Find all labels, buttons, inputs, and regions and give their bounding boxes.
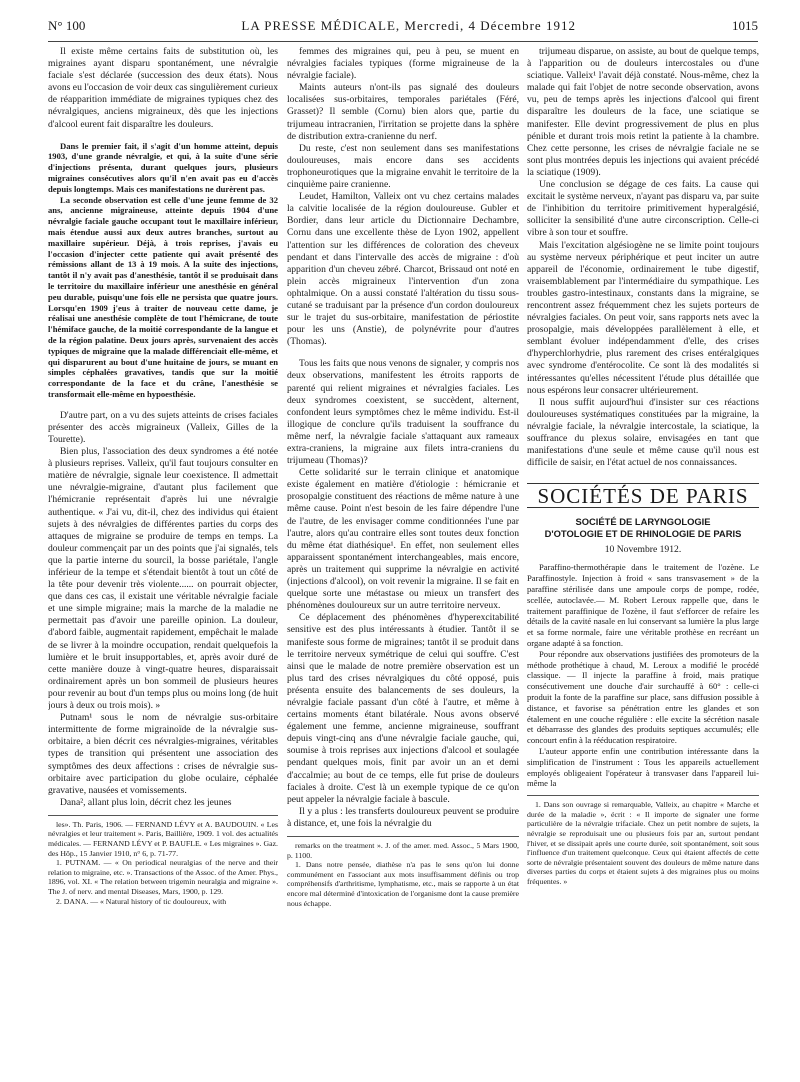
report-paragraph: Paraffino-thermothérapie dans le traitement de l'ozène. Le Paraffinostyle. Injection à froid « sans transvasement » de la paraffine stérilisée dans une ampoule corps de pompe, rodée, scellée, autoclavée.— M. Robert Leroux rappelle que, dans le traitement paraffinique de l'ozène, il faut s'efforcer de refaire les détails de la cavité nasale en lui conservant sa lumière la plus large et sa forme normale, faire une véritable prothèse en recréant un organe adapté à sa fonction. — [527, 562, 759, 649]
paragraph: D'autre part, on a vu des sujets atteints de crises faciales présenter des accès migraineux (Valleix, Gilles de la Tourette). — [48, 409, 278, 445]
paragraph: Ce déplacement des phénomènes d'hyperexcitabilité sensitive est des plus intéressants à étudier. Tantôt il se manifeste sous forme de migraines; tantôt il se produit dans le territoire nerveux symétrique de celui qui souffre. C'est ainsi que le malade de notre première observation est un plus tard des crises névralgiques du côté opposé, puis présenta ensuite des balancements de ses douleurs, la névralgie faciale passant d'un côté à l'autre, et même à certains moments étant bilatérale. Nous avons observé également une femme, ancienne migraineuse, souffrant depuis vingt-cinq ans d'une névralgie faciale gauche, qui, soumise à trois reprises aux injections d'alcool et soulagée pendant quelques mois, finit par avoir un an et demi d'accalmie; au bout de ce temps, elle fut prise de douleurs faciales à droite. C'est là un exemple typique de ce qu'on peut appeler la névralgie faciale à bascule. — [287, 612, 519, 805]
footnote-divider — [287, 836, 519, 837]
paragraph: trijumeau disparue, on assiste, au bout de quelque temps, à l'apparition ou de douleurs intercostales ou d'une sciatique. Valleix¹ l'avait déjà constaté. Nous-même, chez la malade qui fait l'objet de notre seconde observation, avons vu, peu de temps après les injections d'alcool qui firent disparaître les douleurs de la face, une sciatique se manifester. Elle devint progressivement de plus en plus pénible et durant trois mois retint la patiente à la chambre. Chez cette personne, les crises de névralgie faciale ne se sont plus montrées depuis les injections qui avaient précédé la sciatique (1909). — [527, 46, 759, 178]
paragraph: femmes des migraines qui, peu à peu, se muent en névralgies faciales typiques (forme migraineuse de la névralgie faciale). — [287, 46, 519, 82]
column-3 — [527, 46, 759, 1066]
section-title: SOCIÉTÉS DE PARIS — [527, 483, 759, 508]
paragraph: Dana², allant plus loin, décrit chez les jeunes — [60, 796, 232, 808]
footnote: 1. Dans son ouvrage si remarquable, Valleix, au chapitre « Marche et durée de la maladie », écrit : « Il importe de signaler une forme particulière de la névralgie trifaciale. Chez un petit nombre de sujets, la névralgie se reproduisait une ou plusieurs fois par an, surtout pendant l'hiver, et se dissipait après une courte durée, soit spontanément, soit sous l'influence d'un traitement quelconque. Ceux qui étaient affectés de cette sorte de névralgie présentaient souvent des douleurs de même nature dans diverses parties du corps et étaient sujets à des migraines plus ou moins fréquentes. » — [527, 800, 759, 886]
paragraph: Tous les faits que nous venons de signaler, y compris nos deux observations, manifestent les étroits rapports de parenté qui relient migraines et névralgies faciales. Les deux syndromes coexistent, se succèdent, alternent, confondent leurs symptômes chez le même individu. Est-il illogique de conclure qu'ils traduisent la souffrance du même nerf, la névralgie faciale s'attaquant aux rameaux extra-craniens, la migraine aux filets intra-craniens du trijumeau (Thomas)? — [287, 358, 519, 467]
paragraph: Bien plus, l'association des deux syndromes a été notée à plusieurs reprises. Valleix, qu'il faut toujours consulter en matière de névralgie, signale leur coexistence. Il admettait une névralgie-migraine, d'autant plus facilement que l'hémicranie représentait d'après lui une névralgie authentique. « J'ai vu, dit-il, chez des individus qui étaient sujets à des névralgies de différentes parties du corps des attaques de migraine se produire de temps en temps. La douleur commençait par un des points que j'ai signalés, tels que la partie interne du sourcil, la bosse pariétale, l'angle inférieur de la tempe et s'étendait bientôt à tout un côté de la tête pour devenir très violente...... on pourrait objecter, que dans ces cas, il existait une véritable névralgie faciale et une simple migraine; mais la marche de la maladie ne permettait pas d'avoir une pareille opinion. La douleur, d'abord faible, augmentait rapidement, empêchait le malade de se livrer à la moindre occupation, rendait quelquefois la lumière et le bruit insupportables, et, après avoir duré de cette manière douze à vingt-quatre heures, disparaissait ordinairement après un bon sommeil de plusieurs heures pour revenir au bout d'un temps plus ou moins long (de huit jours à deux ou trois mois). » — [48, 446, 278, 712]
paragraph: Maints auteurs n'ont-ils pas signalé des douleurs localisées sus-orbitaires, temporales pariétales (Féré, Grasset)? Il semble (Cornu) bien alors que, partie du trijumeau intracranien, l'irritation se projette dans la sphère de distribution extra-cranienne du nerf. — [287, 82, 519, 142]
paragraph: Du reste, c'est non seulement dans ses manifestations douloureuses, mais encore dans ses accidents trophoneurotiques que la migraine envahit le territoire de la cinquième paire cranienne. — [287, 142, 519, 191]
journal-title: LA PRESSE MÉDICALE, Mercredi, 4 Décembre 1912 — [241, 18, 576, 33]
footnote: 1. PUTNAM. — « On periodical neuralgias of the nerve and their relation to migraine, etc. ». Transactions of the Assoc. of the Amer. Phys., 1896, vol. XI. « The relation between trigemin neuralgia and migraine ». The J. of nerv. and mental Diseases, Mars, 1900, p. 129. — [48, 858, 278, 897]
column-2 — [287, 46, 519, 1066]
column-1 — [48, 46, 278, 1066]
observation-paragraph: La seconde observation est celle d'une jeune femme de 32 ans, ancienne migraineuse, atteinte depuis 1904 d'une névralgie faciale gauche occupant tout le maxillaire inférieur, mais étendue aussi aux deux autres branches, surtout au maxillaire supérieur. Déjà, à trois reprises, j'avais eu l'occasion d'injecter cette patiente qui avait présenté des rémissions allant de 13 à 19 mois. A la suite des injections, tantôt il n'y avait pas d'anesthésie, tantôt il se produisait dans le territoire du maxillaire inférieur une anesthésie en général peu durable, puisqu'une fois elle ne persista que quatre jours. Lorsqu'en 1909 j'eus à traiter de nouveau cette dame, je réalisai une anesthésie complète de tout l'hémicrane, de toute l'hémiface gauche, de la moitié correspondante de la langue et de la région palatine. Deux jours après, survenaient des accès typiques de migraine que la malade différenciait elle-même, et qui disparurent au bout d'une huitaine de jours, se muant en simples céphalées gravatives, tandis que sur la moitié correspondante de la face et du crâne, l'anesthésie se transformait elle-même en hypoesthésie. — [48, 194, 278, 399]
footnote-divider — [527, 795, 759, 796]
session-date: 10 Novembre 1912. — [604, 544, 682, 556]
paragraph: Mais l'excitation algésiogène ne se limite point toujours au système nerveux périphérique et peut inciter un autre appareil de l'économie, ordinairement le tube digestif, vraisemblablement par l'intermédiaire du sympathique. Les troubles gastro-intestinaux, constants dans la migraine, se rencontrent assez fréquemment chez les sujets porteurs de névralgies faciales. On peut voir, sans rapports nets avec la prosopalgie, mais développées parallèlement à elle, et semblant évoluer indépendamment d'elle, des crises d'hyperchlorhydrie, plus rarement des crises entéralgiques avec syndrome d'entérocolite. Ce sont là des modalités si intéressantes qu'elles nécessitent l'étude plus détaillée que nous espérons leur consacrer ultérieurement. — [527, 239, 759, 396]
paragraph: Cette solidarité sur le terrain clinique et anatomique existe également en matière d'étiologie : hémicranie et prosopalgie constituent des réactions de même nature à une même cause. Point n'est besoin de les faire dépendre l'une de l'autre, de les envisager comme conditionnées l'une par l'autre, alors qu'au contraire elles sont toutes deux fonction du même état diathésique¹. En effet, non seulement elles apparaissent spontanément interchangeables, mais encore, après un traitement qui supprime la névralgie en activité (injections d'alcool), on voit revenir la migraine. Il se fait en quelque sorte une métastase ou mieux un transfert des phénomènes douloureux sur un autre territoire nerveux. — [287, 467, 519, 612]
issue-number: N° 100 — [48, 18, 86, 33]
footnote: 1. Dans notre pensée, diathèse n'a pas le sens qu'on lui donne communément en l'associant aux mots insuffisamment définis ou trop compréhensifs d'arthritisme, lymphatisme, etc., mais se rapporte à un état encore mal déterminé d'intoxication de l'organisme dont la cause première nous échappe. — [287, 860, 519, 908]
paragraph: Il existe même certains faits de substitution où, les migraines ayant disparu spontanément, une névralgie faciale s'est déclarée (succession des deux états). Nous avons eu l'occasion de voir deux cas singulièrement curieux de réapparition immédiate de migraines typiques chez des névralgiques, anciens migraineux, dès que les injections d'alcool eurent fait disparaître les douleurs. — [48, 46, 278, 130]
paragraph: Une conclusion se dégage de ces faits. La cause qui excitait le système nerveux, n'ayant pas disparu va, par suite de l'inhibition du territoire primitivement hyperalgésié, solliciter la sensibilité d'une autre circonscription. Celle-ci vibre à son tour et souffre. — [527, 179, 759, 239]
society-name: SOCIÉTÉ DE LARYNGOLOGIE — [575, 516, 711, 528]
paragraph: Leudet, Hamilton, Valleix ont vu chez certains malades la calvitie localisée de la région douloureuse. Gubler et Bordier, dans leur article du Dictionnaire Dechambre, Cornu dans une excellente thèse de Lyon 1902, appellent l'attention sur les différences de coloration des cheveux pendant et dans l'intervalle des accès de migraine : d'où apparition d'un cheveu zébré. Charcot, Brissaud ont noté en plein accès migraineux l'intervention d'un zona ophtalmique. On a aussi constaté l'altération du tissu sous-cutané se traduisant par la présence d'un cordon douloureux sur le trajet du sus-orbitaire, manifestation de périostite pour les uns (Anstie), de polynévrite pour d'autres (Thomas). — [287, 191, 519, 348]
society-name-line2: D'OTOLOGIE ET DE RHINOLOGIE DE PARIS — [544, 528, 742, 540]
page-header — [48, 18, 758, 42]
footnote: les». Th. Paris, 1906. — FERNAND LÉVY et A. BAUDOUIN. « Les névralgies et leur traitement ». Paris, Baillière, 1909. 1 vol. des actualités médicales. — FERNAND LÉVY et P. BAUFLE. « Les migraines ». Gaz. des Hôp., 15 Janvier 1910, n° 6, p. 71-77. — [48, 819, 278, 858]
report-paragraph: Pour répondre aux observations justifiées des promoteurs de la méthode prothétique à chaud, M. Leroux a modifié le procédé classique. — Il injecte la paraffine à froid, mais pratique consécutivement une douche d'air surchauffé à 60° : celle-ci produit la fonte de la paraffine sur place, sans diffusion possible à distance, et favorise sa pénétration entre les glandes et son étalement en une couche régulière : elle excite la sécrétion nasale et débarrasse des glandes des produits septiques accumulés; elle concourt enfin à la rééducation respiratoire. — [527, 648, 759, 746]
footnote-divider — [48, 815, 278, 816]
paragraph: Il y a plus : les transferts douloureux peuvent se produire à distance, et, une fois la névralgie du — [287, 805, 519, 829]
footnote: 2. DANA. — « Natural history of tic douloureux, with — [56, 896, 227, 906]
paragraph: Putnam¹ sous le nom de névralgie sus-orbitaire intermittente de forme migrainoïde de la névralgie sus-orbitaire, a bien décrit ces névralgies-migraines, véritables types de transition qui présentent une association des symptômes des deux affections : crises de névralgie sus-orbitaire avec participation du globe oculaire, céphalée gravative, nausées et vomissements. — [48, 712, 278, 796]
paragraph: Il nous suffit aujourd'hui d'insister sur ces réactions douloureuses systématiques constituées par la migraine, la névralgie faciale, la névralgie intercostale, la sciatique, la souffrance du plexus solaire, envisagées en tant que manifestations d'une seule et même cause qu'il nous est difficile de saisir, en l'état actuel de nos connaissances. — [527, 396, 759, 469]
report-paragraph: L'auteur apporte enfin une contribution intéressante dans la simplification de l'instrument : Tous les appareils actuellement employés obligeaient l'opérateur à transvaser dans l'appareil lui-même la — [527, 746, 759, 789]
page-number: 1015 — [732, 18, 758, 33]
observation-paragraph: Dans le premier fait, il s'agit d'un homme atteint, depuis 1903, d'une grande névralgie, et qui, à la suite d'une série d'injections présenta, durant quelques jours, plusieurs migraines consécutives alors qu'il n'en avait pas eu d'accès depuis longtemps. Mais ces manifestations ne durèrent pas. — [48, 140, 278, 194]
footnote: remarks on the treatment ». J. of the amer. med. Assoc., 5 Mars 1900, p. 1100. — [287, 841, 519, 860]
